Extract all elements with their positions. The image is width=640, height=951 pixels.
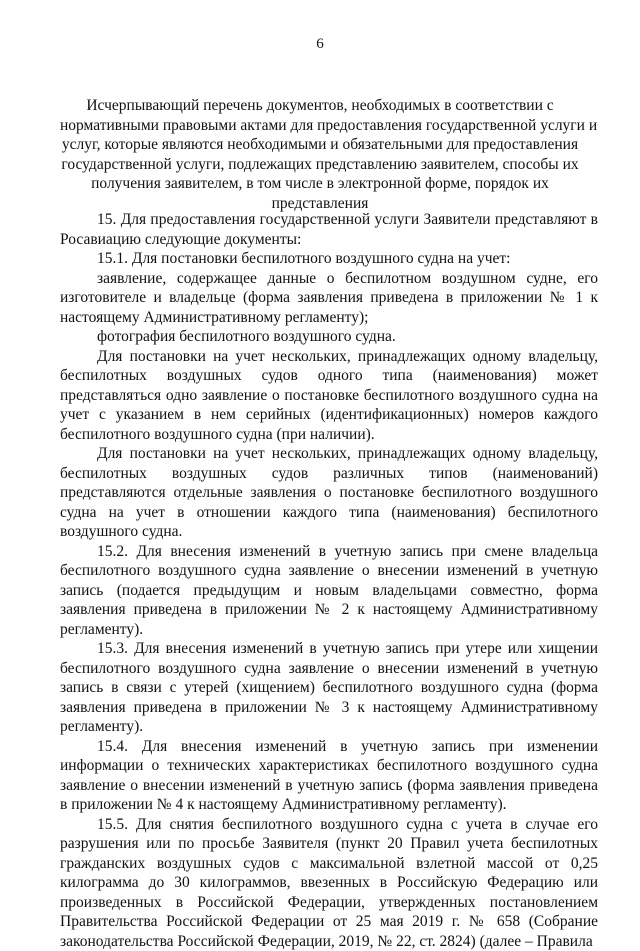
- document-body: [60, 210, 598, 951]
- heading-line: Исчерпывающий перечень документов, необходимых в соответствии с: [60, 96, 580, 116]
- section-heading: [60, 96, 580, 214]
- paragraph-15-5: 15.5. Для снятия беспилотного воздушного судна с учета в случае его разрушения или по просьбе Заявителя (пункт 20 Правил учета беспилотных гражданских воздушных судов с максимальной взлетной массой от 0,25 килограмма до 30 килограммов, ввезенных в Российскую Федерацию или произведенных в Российской Федерации, утвержденных постановлением Правительства Российской Федерации от 25 мая 2019 г. № 658 (Собрание законодательства Российской Федерации, 2019, № 22, ст. 2824) (далее – Правила: [60, 815, 598, 951]
- paragraph-different-types: Для постановки на учет нескольких, принадлежащих одному владельцу, беспилотных воздушных судов различных типов (наименований) представляются отдельные заявления о постановке беспилотного воздушного судна на учет в отношении каждого типа (наименования) беспилотного воздушного судна.: [60, 444, 598, 542]
- heading-line: представления: [60, 194, 580, 214]
- paragraph-photo: фотография беспилотного воздушного судна.: [60, 327, 598, 347]
- paragraph-15-4: 15.4. Для внесения изменений в учетную запись при изменении информации о технических характеристиках беспилотного воздушного судна заявление о внесении изменений в учетную запись (форма заявления приведена в приложении № 4 к настоящему Административному регламенту).: [60, 737, 598, 815]
- heading-line: услуг, которые являются необходимыми и обязательными для предоставления: [60, 135, 580, 155]
- page-number: 6: [0, 36, 640, 53]
- paragraph-15: 15. Для предоставления государственной услуги Заявители представляют в Росавиацию следующие документы:: [60, 210, 598, 249]
- paragraph-15-3: 15.3. Для внесения изменений в учетную запись при утере или хищении беспилотного воздушного судна заявление о внесении изменений в учетную запись в связи с утерей (хищением) беспилотного воздушного судна (форма заявления приведена в приложении № 3 к настоящему Административному регламенту).: [60, 639, 598, 737]
- heading-line: государственной услуги, подлежащих представлению заявителем, способы их: [60, 155, 580, 175]
- heading-line: получения заявителем, в том числе в электронной форме, порядок их: [60, 174, 580, 194]
- paragraph-15-2: 15.2. Для внесения изменений в учетную запись при смене владельца беспилотного воздушного судна заявление о внесении изменений в учетную запись (подается предыдущим и новым владельцами совместно, форма заявления приведена в приложении № 2 к настоящему Административному регламенту).: [60, 542, 598, 640]
- paragraph-15-1: 15.1. Для постановки беспилотного воздушного судна на учет:: [60, 249, 598, 269]
- paragraph-same-type: Для постановки на учет нескольких, принадлежащих одному владельцу, беспилотных воздушных судов одного типа (наименования) может представляться одно заявление о постановке беспилотного воздушного судна на учет с указанием в нем серийных (идентификационных) номеров каждого беспилотного воздушного судна (при наличии).: [60, 347, 598, 445]
- paragraph-application: заявление, содержащее данные о беспилотном воздушном судне, его изготовителе и владельце (форма заявления приведена в приложении № 1 к настоящему Административному регламенту);: [60, 269, 598, 328]
- heading-line: нормативными правовыми актами для предоставления государственной услуги и: [60, 116, 580, 136]
